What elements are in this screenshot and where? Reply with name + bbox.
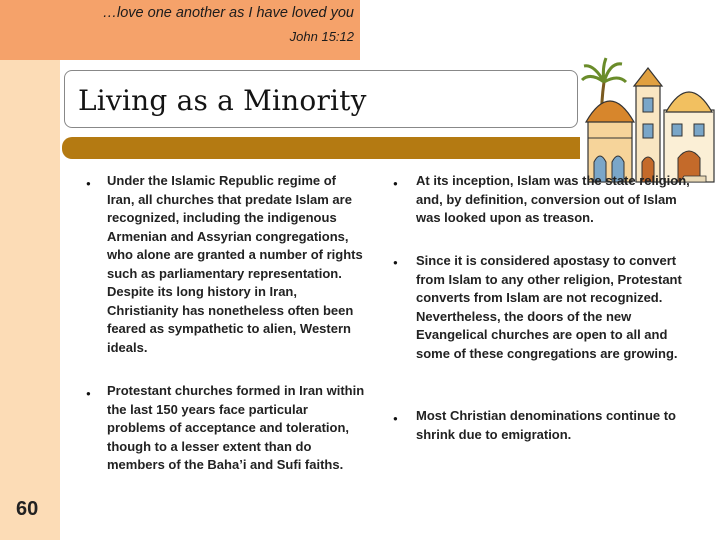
quote-text: …love one another as I have loved you [102, 5, 354, 21]
left-sidebar-strip [0, 0, 60, 540]
bullet-icon: ● [393, 258, 398, 267]
left-paragraph-2: Protestant churches formed in Iran within the last 150 years face particular problems of acceptance and toleration, though to a lesser extent than do members of the Baha’i and Sufi faiths. [107, 383, 365, 472]
bullet-icon: ● [86, 389, 91, 398]
right-paragraph-2: Since it is considered apostasy to convert from Islam to any other religion, Protestant converts from Islam are not recognized. Nevertheless, the doors of the new Evangelical churches are open to all and some of these congregations are growing. [416, 253, 682, 361]
left-paragraph-1: Under the Islamic Republic regime of Iran, all churches that predate Islam are recognized, including the indigenous Armenian and Assyrian congregations, who alone are granted a number of rights such as parliamentary representation. Despite its long history in Iran, Christianity has nonetheless often been feared as sympathetic to alien, Western ideals. [107, 173, 363, 355]
bullet-icon: ● [86, 179, 91, 188]
middle-east-town-illustration [580, 50, 720, 190]
bullet-icon: ● [393, 414, 398, 423]
right-paragraph-3: Most Christian denominations continue to shrink due to emigration. [416, 408, 676, 442]
quote-reference: John 15:12 [289, 29, 354, 44]
bullet-icon: ● [393, 179, 398, 188]
page-number: 60 [16, 498, 39, 520]
right-paragraph-1: At its inception, Islam was the state religion, and, by definition, conversion out of Islam was looked upon as treason. [416, 173, 690, 225]
scripture-quote-box [0, 0, 360, 60]
slide-title: Living as a Minority [78, 84, 367, 117]
